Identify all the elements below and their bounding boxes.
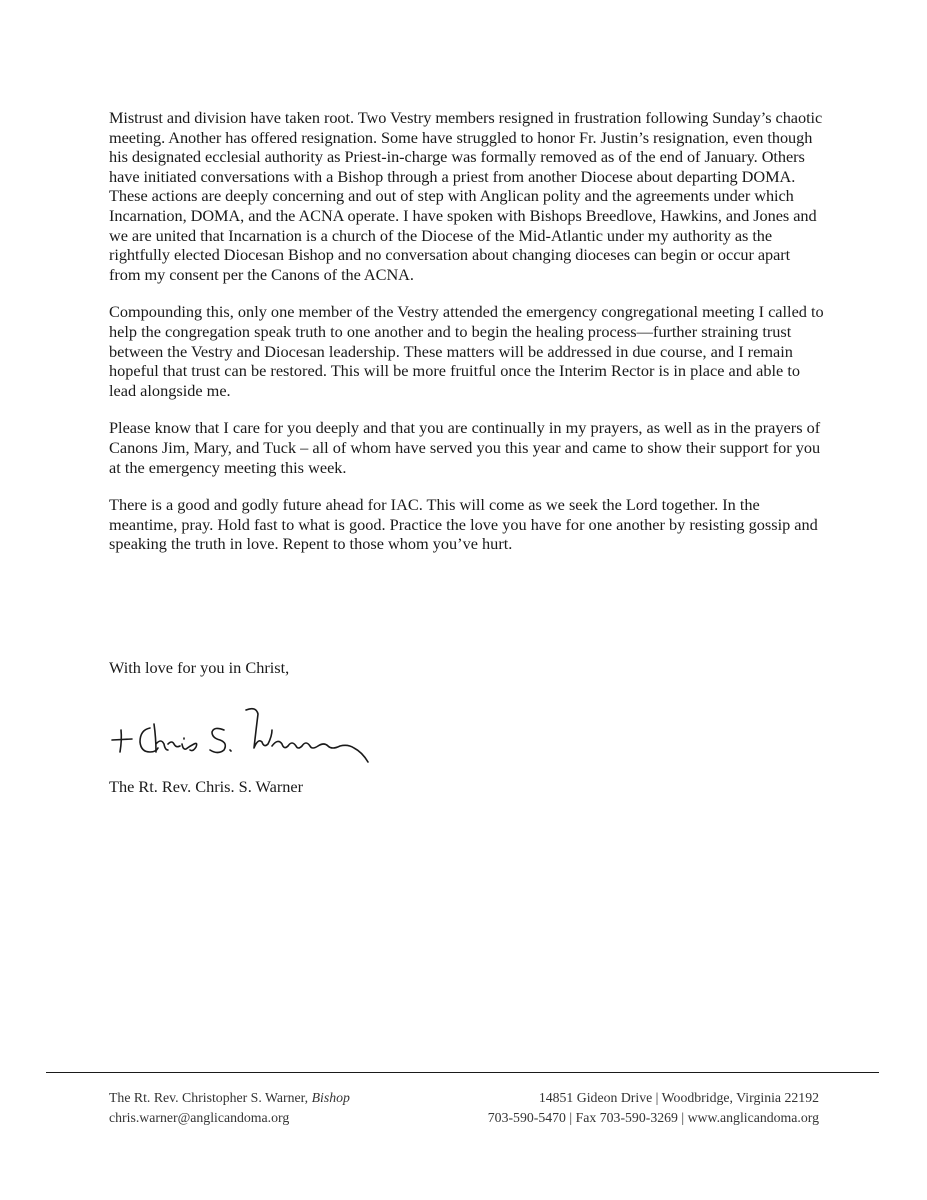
footer-contact[interactable]: 703-590-5470 | Fax 703-590-3269 | www.anglicandoma.org bbox=[487, 1110, 819, 1125]
signer-name: The Rt. Rev. Chris. S. Warner bbox=[109, 777, 304, 796]
footer-bishop-name bbox=[109, 1088, 350, 1108]
handwritten-signature bbox=[106, 700, 376, 770]
footer-divider bbox=[46, 1072, 879, 1073]
paragraph-2: Compounding this, only one member of the Vestry attended the emergency congregational meeting I called to help the congregation speak truth to one another and to begin the healing process—further straining trust between the Vestry and Diocesan leadership. These matters will be addressed in due course, and I remain hopeful that trust can be restored. This will be more fruitful once the Interim Rector is in place and able to lead alongside me. bbox=[109, 302, 824, 400]
footer-title-text: Bishop bbox=[311, 1090, 350, 1105]
letter-body bbox=[109, 108, 824, 572]
paragraph-1: Mistrust and division have taken root. Two Vestry members resigned in frustration following Sunday’s chaotic meeting. Another has offered resignation. Some have struggled to honor Fr. Justin’s resignation, even though his designated ecclesial authority as Priest-in-charge was formally removed as of the end of January. Others have initiated conversations with a Bishop through a priest from another Diocese about departing DOMA. These actions are deeply concerning and out of step with Anglican polity and the agreements under which Incarnation, DOMA, and the ACNA operate. I have spoken with Bishops Breedlove, Hawkins, and Jones and we are united that Incarnation is a church of the Diocese of the Mid-Atlantic under my authority as the rightfully elected Diocesan Bishop and no conversation about changing dioceses can begin or occur apart from my consent per the Canons of the ACNA. bbox=[109, 108, 823, 284]
footer-name-text: The Rt. Rev. Christopher S. Warner, bbox=[109, 1090, 309, 1105]
letterhead-footer bbox=[109, 1088, 819, 1128]
closing-line: With love for you in Christ, bbox=[109, 658, 290, 677]
footer-email[interactable]: chris.warner@anglicandoma.org bbox=[109, 1110, 290, 1125]
footer-address: 14851 Gideon Drive | Woodbridge, Virginia 22192 bbox=[538, 1090, 819, 1105]
footer-row-2 bbox=[109, 1108, 819, 1128]
paragraph-3: Please know that I care for you deeply and that you are continually in my prayers, as well as in the prayers of Canons Jim, Mary, and Tuck – all of whom have served you this year and came to show their support for you at the emergency meeting this week. bbox=[109, 418, 821, 477]
footer-row-1 bbox=[109, 1088, 819, 1108]
paragraph-4: There is a good and godly future ahead for IAC. This will come as we seek the Lord together. In the meantime, pray. Hold fast to what is good. Practice the love you have for one another by resisting gossip and speaking the truth in love. Repent to those whom you’ve hurt. bbox=[109, 495, 818, 554]
